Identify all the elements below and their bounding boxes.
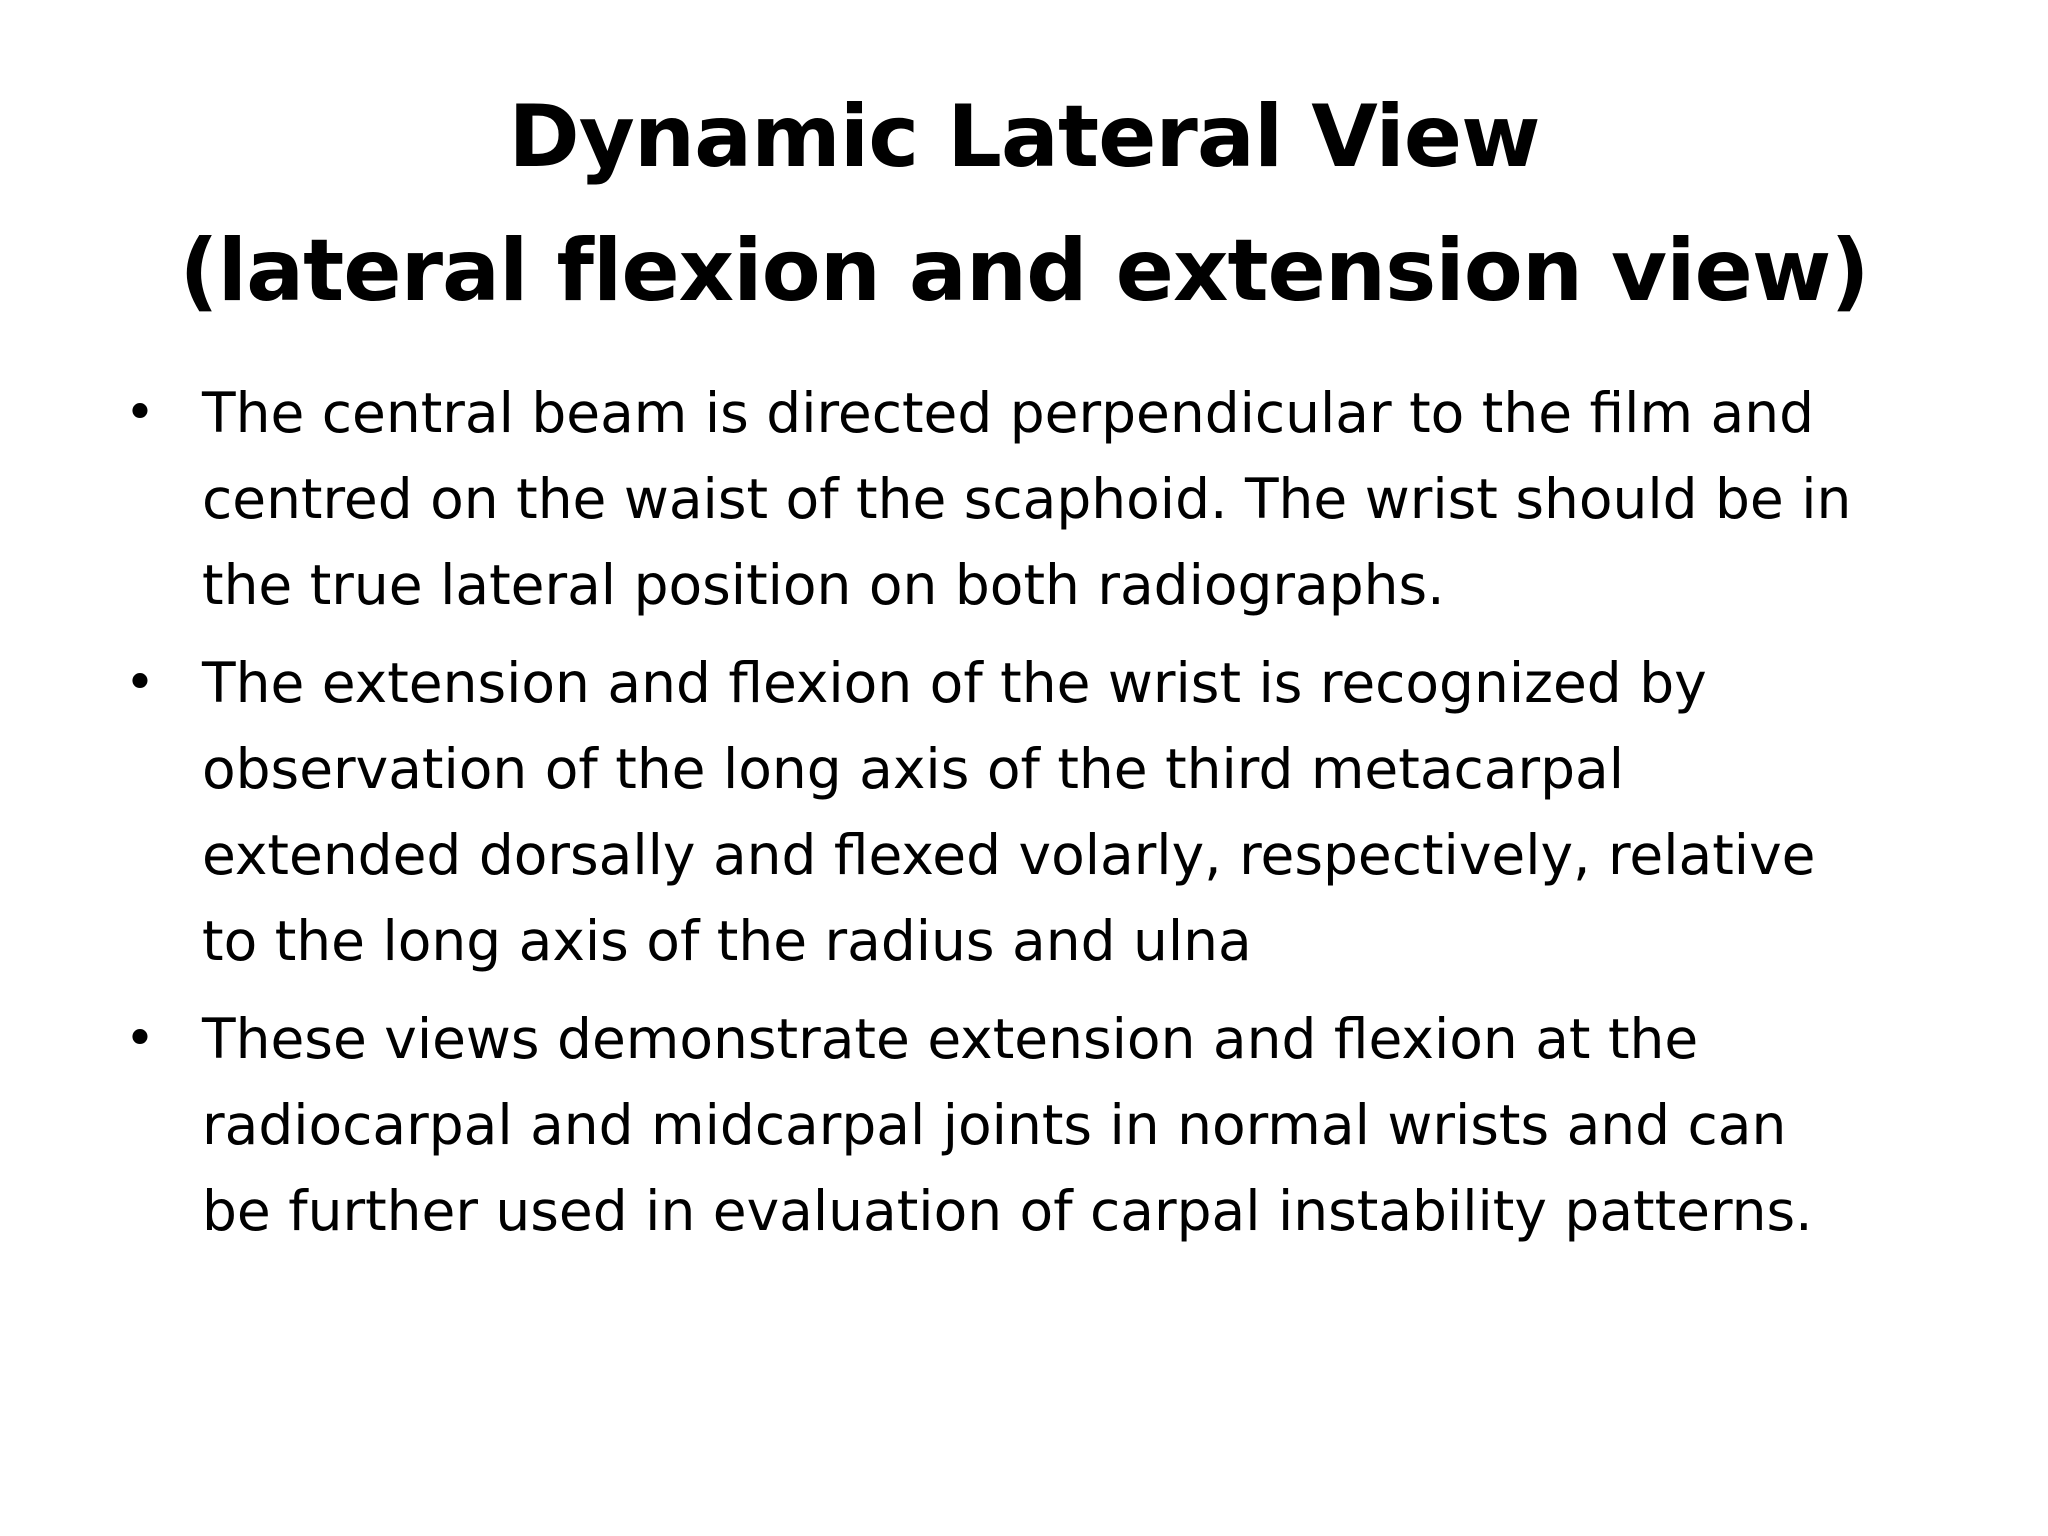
bullet-1-line-3: the true lateral position on both radiographs. xyxy=(202,553,1445,617)
slide-title-line-1: Dynamic Lateral View xyxy=(508,87,1540,187)
bullet-icon: • xyxy=(124,1009,156,1069)
bullet-item-3 xyxy=(120,996,1980,1254)
bullet-icon: • xyxy=(124,383,156,443)
bullet-item-2 xyxy=(120,640,1980,984)
bullet-1-line-2: centred on the waist of the scaphoid. The wrist should be in xyxy=(202,467,1852,531)
slide-title xyxy=(0,70,2048,338)
bullet-2-line-3: extended dorsally and flexed volarly, respectively, relative xyxy=(202,823,1816,887)
bullet-2-line-4: to the long axis of the radius and ulna xyxy=(202,909,1252,973)
slide-title-line-2: (lateral flexion and extension view) xyxy=(179,221,1869,321)
bullet-item-1 xyxy=(120,370,1980,628)
bullet-icon: • xyxy=(124,653,156,713)
bullet-3-line-1: These views demonstrate extension and flexion at the xyxy=(202,1007,1699,1071)
bullet-1-line-1: The central beam is directed perpendicular to the film and xyxy=(202,381,1814,445)
bullet-2-line-2: observation of the long axis of the third metacarpal xyxy=(202,737,1624,801)
bullet-list xyxy=(120,370,1980,1254)
bullet-3-line-2: radiocarpal and midcarpal joints in normal wrists and can xyxy=(202,1093,1787,1157)
bullet-3-line-3: be further used in evaluation of carpal instability patterns. xyxy=(202,1179,1813,1243)
bullet-2-line-1: The extension and flexion of the wrist is recognized by xyxy=(202,651,1707,715)
